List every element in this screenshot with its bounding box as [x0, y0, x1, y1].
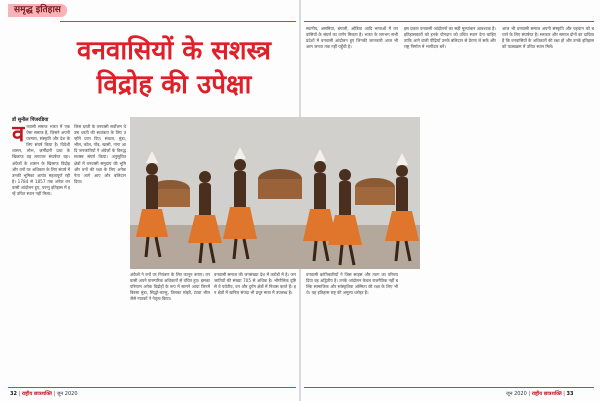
- headline-line-2: विद्रोह की उपेक्षा: [96, 70, 252, 100]
- drop-cap: व: [12, 124, 25, 147]
- footer-left: 32 | राष्ट्रीय छात्रशक्ति | जून 2020: [10, 391, 78, 397]
- column-text: स्थानीय, असमिया, बंगाली, ओडिया आदि भाषाओं में वनवासियों के संघर्ष का वर्णन मिलता है। भारत के लगभग सभी प्रदेशों में वनवासी आंदोलन हुए जिनकी जानकारी आज भी आम जनता तक नहीं पहुँची है।: [306, 26, 398, 50]
- column-text: वनवासी क्रांतिकारियों ने जिस साहस और त्याग का परिचय दिया वह अद्वितीय है। उनके आंदोलन केवल राजनैतिक नहीं बल्कि सामाजिक और सांस्कृतिक अस्मिता की रक्षा के लिए भी थे। यह इतिहास राष्ट्र की अमूल्य धरोहर है।: [306, 272, 398, 296]
- header-rule-right: [304, 21, 594, 22]
- text-column-1: [12, 124, 70, 384]
- text-column-5: [306, 26, 398, 114]
- column-text: जिस धरती के वनवासी सर्वोत्तम थे उस धरती की स्वतंत्रता के लिए उन्होंने प्राण दिए। संथाल, मुंडा, भील, कोल, गोंड, खासी, नागा आदि जनजातियों ने अंग्रेज़ों के विरुद्ध सशस्त्र संघर्ष किया। अनुसूचित क्षेत्रों में वनवासी समुदाय की भूमि और वनों की रक्षा के लिए अनेक नेता आगे आए और बलिदान दिया।: [74, 124, 126, 184]
- article-headline: [44, 34, 304, 102]
- header-rule-left: [60, 21, 296, 22]
- page-number-right: 33: [566, 391, 574, 397]
- dancers-illustration: [130, 117, 420, 269]
- footer-right: जून 2020 | राष्ट्रीय छात्रशक्ति | 33: [506, 391, 574, 397]
- issue-date-right: जून 2020: [506, 391, 527, 397]
- column-text: नवासी समाज भारत में एक ऐसा समाज है, जिसने अपनी परम्परा, संस्कृति और देश के लिए संघर्ष किया है। विदेशी शासन, लोभ, ज़मींदारी प्रथा के खिलाफ वह लगातार संघर्षरत रहा। अंग्रेजों के शासन के खिलाफ विद्रोह और वनों पर अधिकार के लिए संघर्ष में उनकी भूमिका अत्यंत महत्वपूर्ण रही है। 1784 से 1857 तक अनेक वनवासी आंदोलन हुए, परन्तु इतिहास में इन्हें उचित स्थान नहीं मिला।: [12, 124, 70, 197]
- column-text: अंग्रेजों ने वनों पर नियंत्रण के लिए कानून बनाए। वनवासी अपने पारम्परिक अधिकारों से वंचित हुए। इसका परिणाम अनेक विद्रोहों के रूप में सामने आया जिनमें बिरसा मुंडा, सिद्धो-कान्हू, तिलका मांझी, टंट्या भील जैसे नायकों ने नेतृत्व किया।: [130, 272, 210, 302]
- column-text: वनवासी समाज की जनसंख्या देश में करोड़ों में है। जनजातियों की संख्या 705 से अधिक है। भौगोलिक दृष्टि से वे पर्वतीय, वन और दुर्गम क्षेत्रों में निवास करते हैं। इन क्षेत्रों में खनिज संपदा भी प्रचुर मात्रा में उपलब्ध है।: [214, 272, 296, 296]
- column-text: इस प्रकार वनवासी आंदोलनों का सही मूल्यांकन आवश्यक है। इतिहासकारों को इनके योगदान को उचित स्थान देना चाहिए ताकि आने वाली पीढ़ियाँ उनके बलिदान से प्रेरणा ले सकें और राष्ट्र निर्माण में भागीदार बनें।: [404, 26, 496, 50]
- text-column-8: [306, 272, 398, 384]
- page-number-left: 32: [10, 391, 17, 397]
- magazine-name-left: राष्ट्रीय छात्रशक्ति: [21, 391, 52, 397]
- column-text: आज भी वनवासी समाज अपनी संस्कृति और पहचान को बचाने के लिए संघर्षरत है। सरकार और समाज दोनों का दायित्व है कि वनवासियों के अधिकारों की रक्षा हो और उनके इतिहास को पाठ्यक्रम में उचित स्थान मिले।: [502, 26, 594, 50]
- text-column-7: [502, 26, 594, 386]
- section-tag: समृद्ध इतिहास: [8, 4, 67, 17]
- tribal-dance-photo: [130, 117, 420, 269]
- text-column-4: [214, 272, 296, 384]
- text-column-3: [130, 272, 210, 384]
- issue-date-left: जून 2020: [56, 391, 78, 397]
- magazine-name-right: राष्ट्रीय छात्रशक्ति: [531, 391, 562, 397]
- text-column-2: [74, 124, 126, 384]
- author-byline: डॉ सुनील पिंजरडिया: [12, 117, 49, 123]
- headline-line-1: वनवासियों के सशस्त्र: [77, 36, 271, 66]
